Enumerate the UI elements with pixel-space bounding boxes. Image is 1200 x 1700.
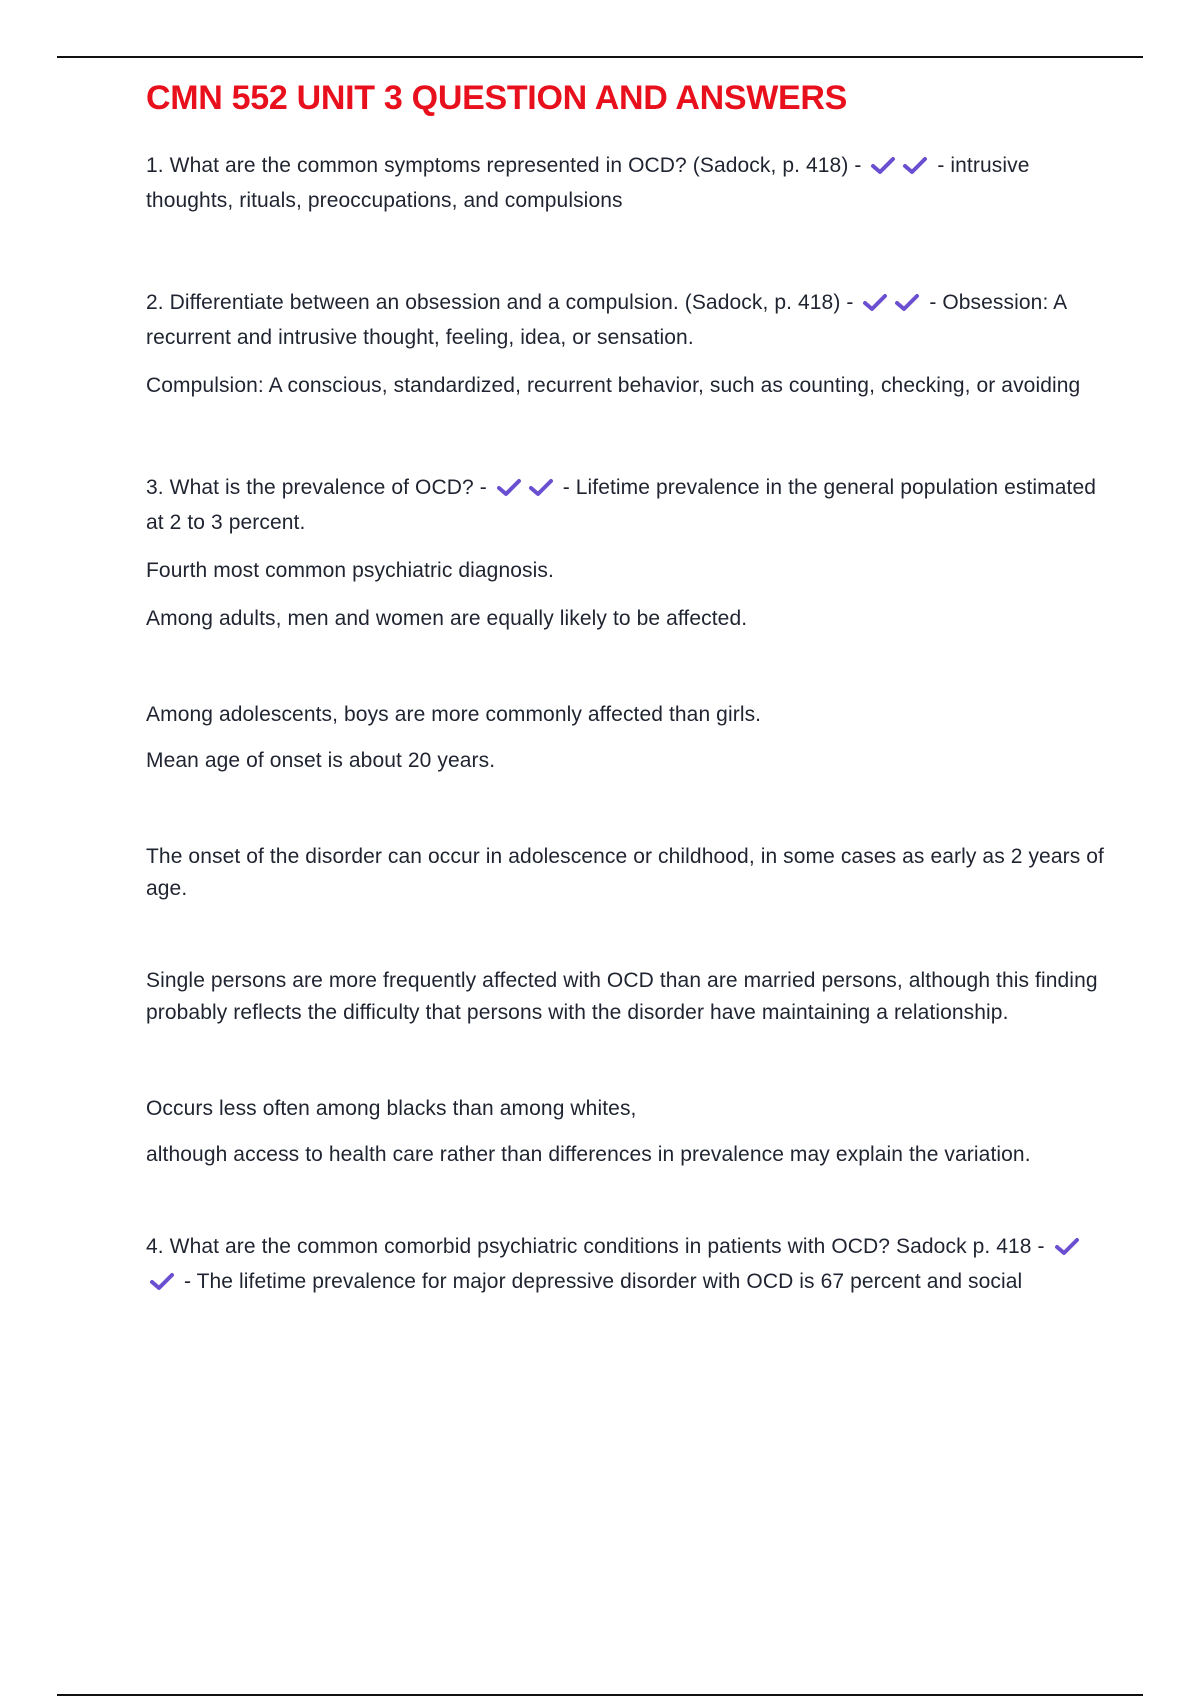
- q3-text-2: Among adults, men and women are equally likely to be affected.: [146, 607, 748, 630]
- check-icon: [893, 290, 921, 322]
- q2-answer: - Obsession: A recurrent and intrusive thought, feeling, idea, or sensation.: [146, 291, 1067, 349]
- q2-paragraph: [146, 287, 1106, 354]
- q3-text-1: Fourth most common psychiatric diagnosis.: [146, 559, 554, 582]
- q3-text-7: Occurs less often among blacks than among whites,: [146, 1097, 637, 1120]
- check-icon: [901, 153, 929, 185]
- q4-question: 4. What are the common comorbid psychiatric conditions in patients with OCD? Sadock p. 418 -: [146, 1235, 1045, 1258]
- q3-text-5: The onset of the disorder can occur in adolescence or childhood, in some cases as early as 2 years of age.: [146, 845, 1104, 900]
- check-icon: [148, 1269, 176, 1301]
- document-body: [146, 72, 1106, 1301]
- q1-question: 1. What are the common symptoms represented in OCD? (Sadock, p. 418) -: [146, 154, 862, 177]
- q1-paragraph: [146, 150, 1106, 217]
- q3-text-4: Mean age of onset is about 20 years.: [146, 749, 496, 772]
- q4-answer: - The lifetime prevalence for major depressive disorder with OCD is 67 percent and social: [183, 1270, 1023, 1293]
- q2-question: 2. Differentiate between an obsession and a compulsion. (Sadock, p. 418) -: [146, 291, 854, 314]
- document-title: CMN 552 UNIT 3 QUESTION AND ANSWERS: [146, 79, 848, 117]
- top-rule: [57, 56, 1143, 58]
- q3-text-8: although access to health care rather than differences in prevalence may explain the variation.: [146, 1143, 1031, 1166]
- q3-paragraph: [146, 472, 1106, 539]
- q2-compulsion: Compulsion: A conscious, standardized, recurrent behavior, such as counting, checking, or avoiding: [146, 374, 1081, 397]
- check-icon: [527, 475, 555, 507]
- q3-question: 3. What is the prevalence of OCD? -: [146, 476, 487, 499]
- q1-answer: - intrusive thoughts, rituals, preoccupations, and compulsions: [146, 154, 1030, 212]
- check-icon: [861, 290, 889, 322]
- q3-text-3: Among adolescents, boys are more commonly affected than girls.: [146, 703, 762, 726]
- check-icon: [1053, 1234, 1081, 1266]
- check-icon: [495, 475, 523, 507]
- q3-text-6: Single persons are more frequently affected with OCD than are married persons, although this finding probably reflects the difficulty that persons with the disorder have maintaining a relationship.: [146, 969, 1098, 1024]
- q4-paragraph: [146, 1231, 1106, 1301]
- bottom-rule: [57, 1694, 1143, 1696]
- check-icon: [869, 153, 897, 185]
- q3-answer: - Lifetime prevalence in the general population estimated at 2 to 3 percent.: [146, 476, 1097, 534]
